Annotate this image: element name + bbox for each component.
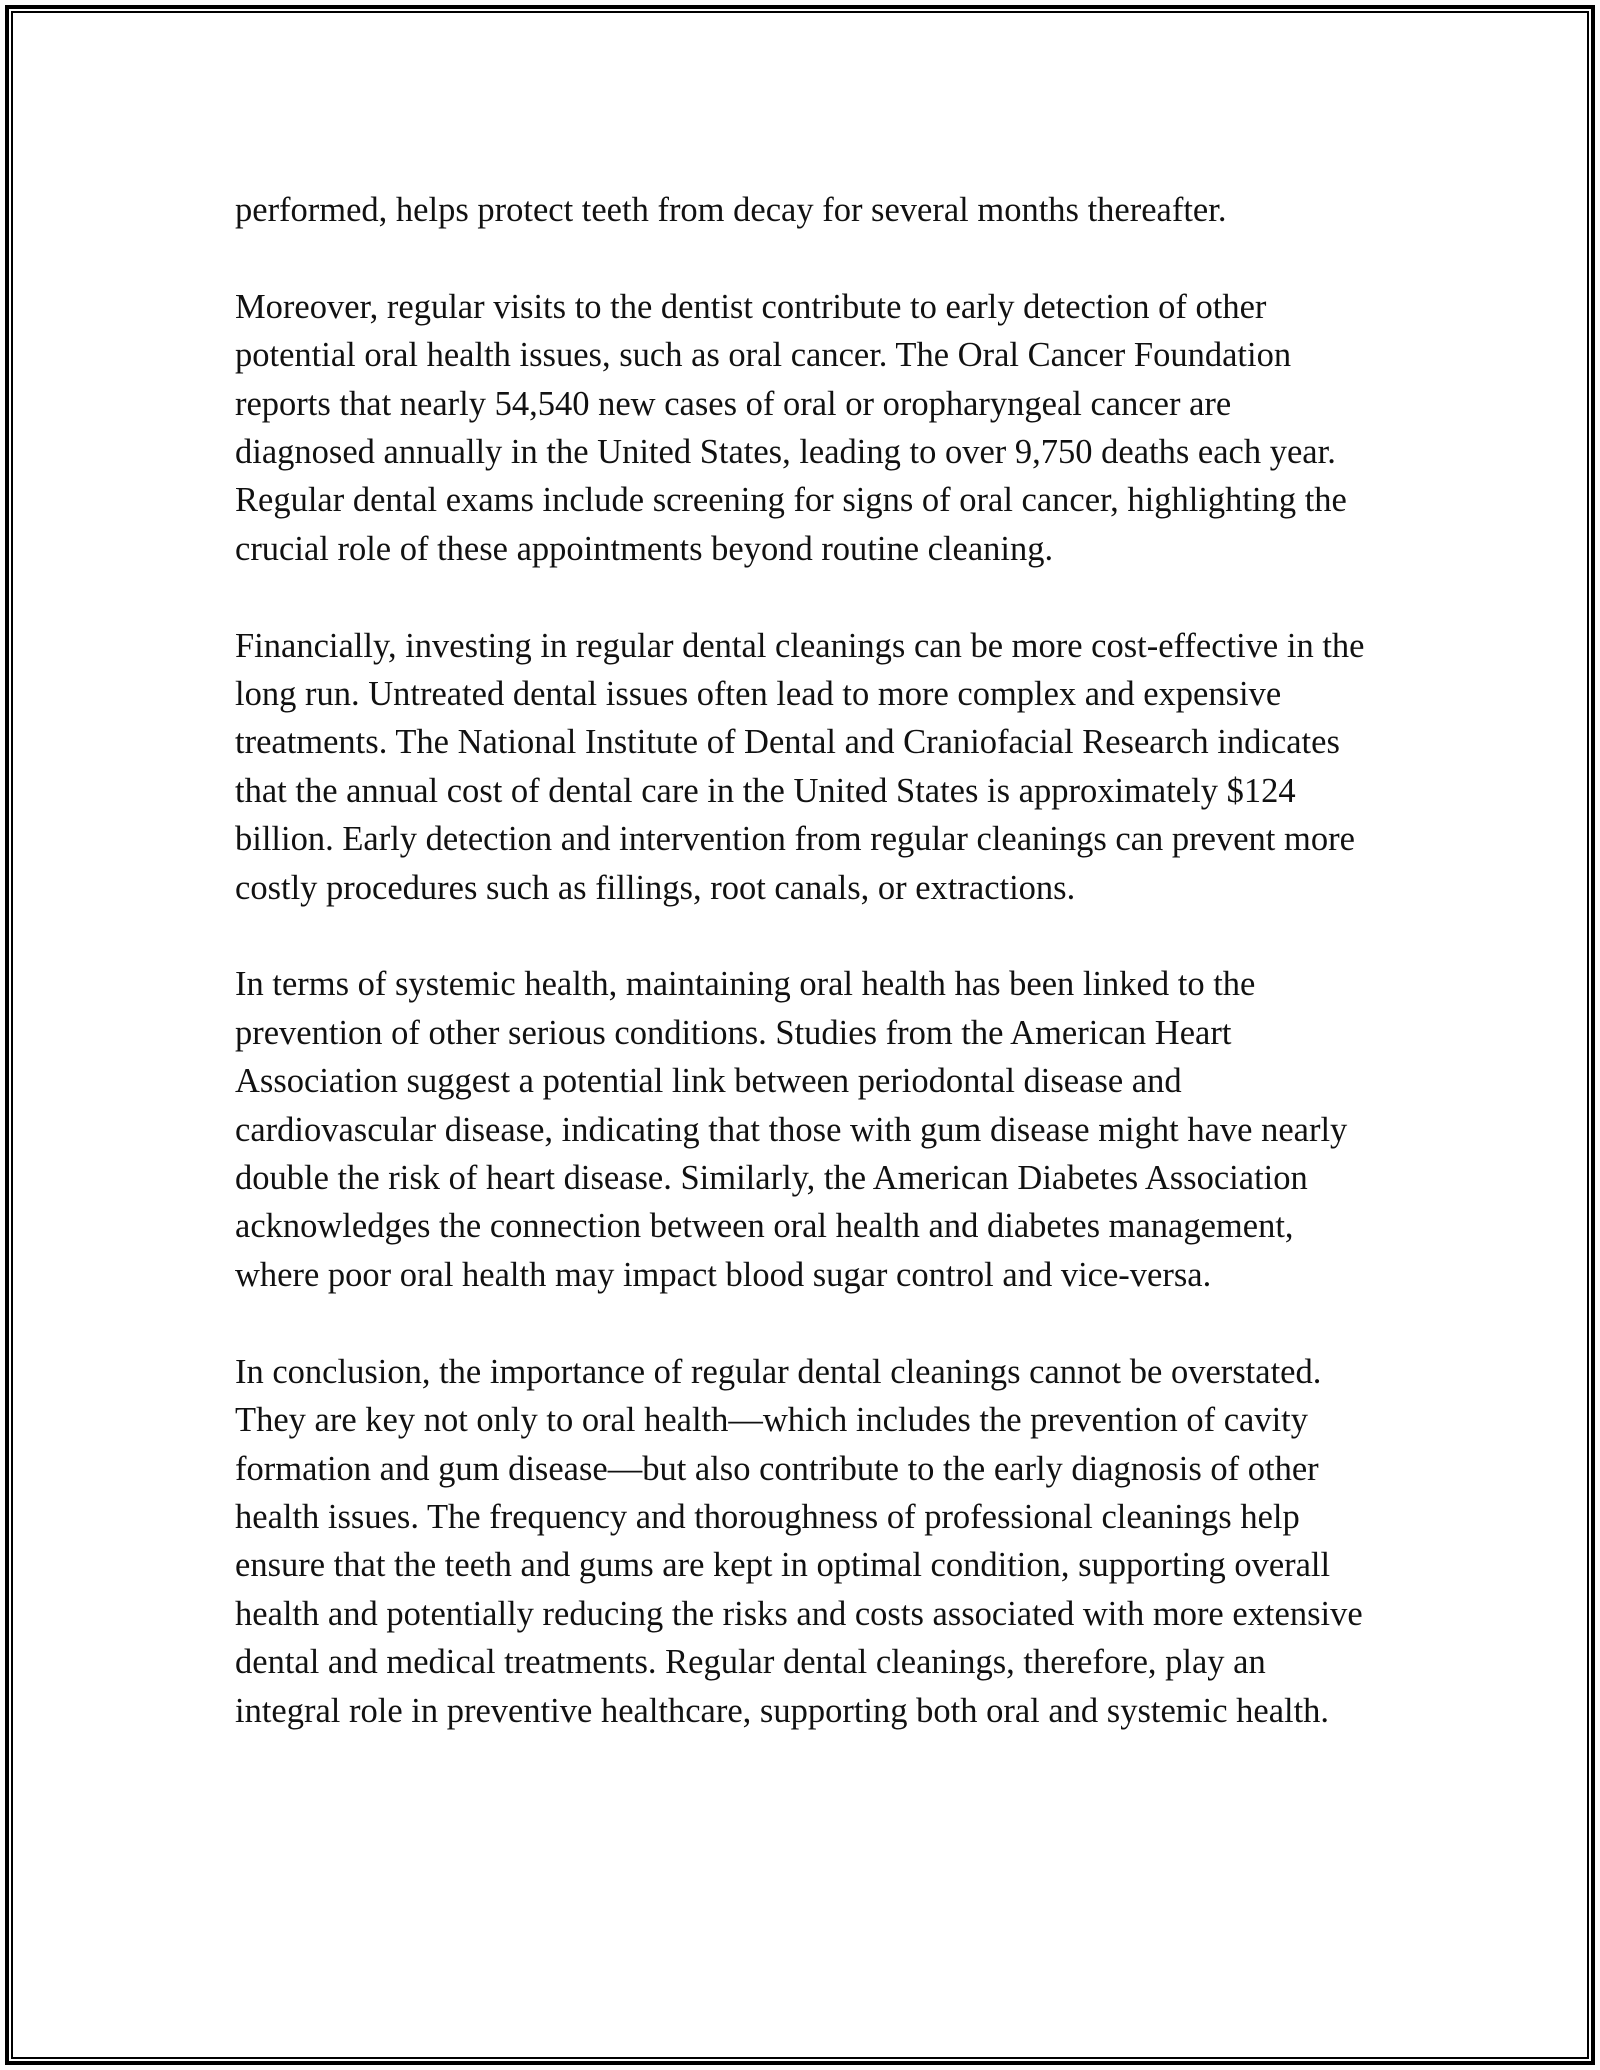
paragraph-oral-cancer-screening: Moreover, regular visits to the dentist contribute to early detection of other potential oral health issues, such as oral cancer. The Oral Cancer Foundation reports that nearly 54,540 new cases of oral or oropharyngeal cancer are diagnosed annually in the United States, leading to over 9,750 deaths each year. Regular dental exams include screening for signs of oral cancer, highlighting the crucial role of these appointments beyond routine cleaning. bbox=[235, 287, 1347, 568]
paragraph-systemic-health: In terms of systemic health, maintaining oral health has been linked to the prevention of other serious conditions. Studies from the American Heart Association suggest a potential link between periodontal disease and cardiovascular disease, indicating that those with gum disease might have nearly double the risk of heart disease. Similarly, the American Diabetes Association acknowledges the connection between oral health and diabetes management, where poor oral health may impact blood sugar control and vice-versa. bbox=[235, 965, 1348, 1294]
document-body bbox=[235, 186, 1375, 1783]
paragraph-continuation: performed, helps protect teeth from decay for several months thereafter. bbox=[235, 191, 1227, 229]
paragraph-financial-benefits: Financially, investing in regular dental cleanings can be more cost-effective in the long run. Untreated dental issues often lead to more complex and expensive treatments. The National Institute of Dental and Craniofacial Research indicates that the annual cost of dental care in the United States is approximately $124 billion. Early detection and intervention from regular cleanings can prevent more costly procedures such as fillings, root canals, or extractions. bbox=[235, 626, 1365, 907]
paragraph-conclusion: In conclusion, the importance of regular dental cleanings cannot be overstated. They are key not only to oral health—which includes the prevention of cavity formation and gum disease—but also contribute to the early diagnosis of other health issues. The frequency and thoroughness of professional cleanings help ensure that the teeth and gums are kept in optimal condition, supporting overall health and potentially reducing the risks and costs associated with more extensive dental and medical treatments. Regular dental cleanings, therefore, play an integral role in preventive healthcare, supporting both oral and systemic health. bbox=[235, 1352, 1363, 1730]
